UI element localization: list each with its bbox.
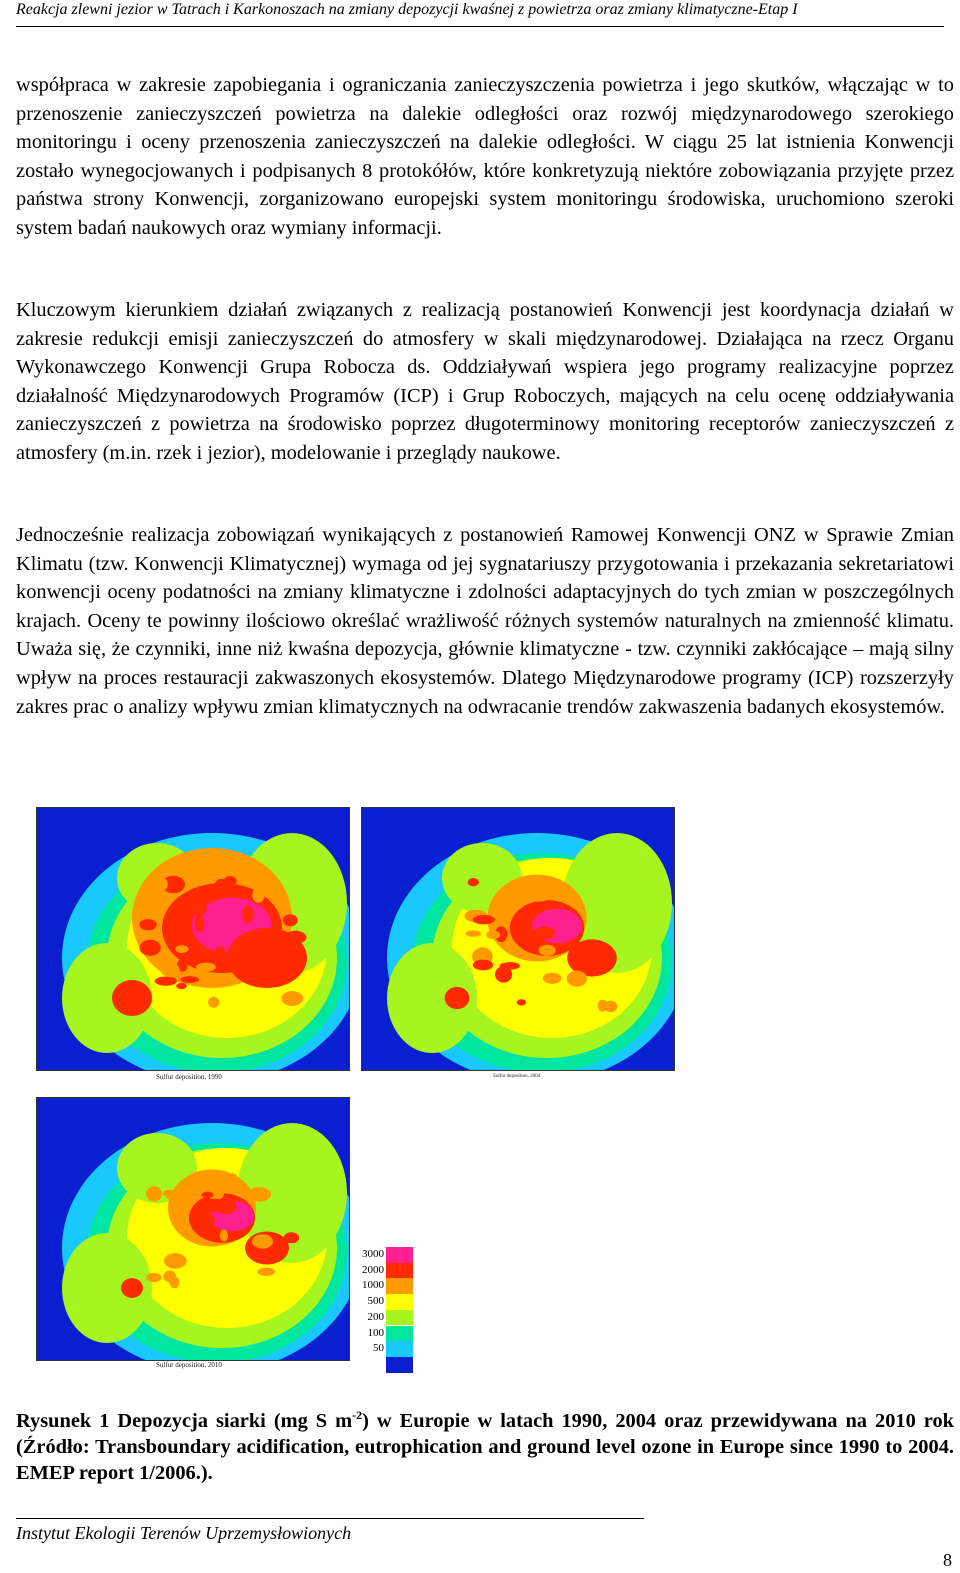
- deposition-spot: [283, 914, 298, 926]
- deposition-spot: [139, 919, 156, 930]
- deposition-spot: [284, 1232, 300, 1243]
- legend-swatch: [386, 1357, 413, 1373]
- deposition-spot: [201, 1192, 213, 1198]
- figure-caption-source: ) w Europie w latach 1990, 2004 oraz przewidywana na 2010 rok (Źródło: Transboundary acidification, eutrophication and ground level ozone in Europe since 1990 to 2004. EMEP report 1/2006.).: [16, 1410, 954, 1484]
- deposition-spot: [265, 932, 280, 941]
- deposition-spot: [285, 931, 307, 944]
- running-header-title: Reakcja zlewni jezior w Tatrach i Karkonoszach na zmiany depozycji kwaśnej z powietrza oraz zmiany klimatyczne-Etap I: [16, 1, 798, 18]
- deposition-spot: [281, 991, 303, 1006]
- deposition-spot: [195, 915, 204, 932]
- deposition-spot: [199, 1212, 215, 1228]
- legend-label: 50: [373, 1342, 384, 1355]
- legend-label: 500: [367, 1295, 384, 1308]
- deposition-hotspot: [121, 1278, 143, 1298]
- legend-swatch: [386, 1341, 413, 1357]
- deposition-spot: [567, 971, 588, 987]
- deposition-spot: [207, 1183, 224, 1200]
- paragraph-2: Kluczowym kierunkiem działań związanych z realizacją postanowień Konwencji jest koordynacja działań w zakresie redukcji emisji zanieczyszczeń do atmosfery w skali międzynarodowej. Działająca na rzecz Organu Wykonawczego Konwencji Grupa Robocza ds. Oddziaływań wspiera jego programy realizacyjne poprzez działalność Międzynarodowych Programów (ICP) i Grup Roboczych, mających na celu ocenę oddziaływania zanieczyszczeń z powietrza na środowisko poprzez długoterminowy monitoring receptorów zanieczyszczeń z atmosfery (m.in. rzek i jezior), modelowanie i przeglądy naukowe.: [16, 299, 954, 464]
- legend-swatch: [386, 1247, 413, 1263]
- legend-swatch: [386, 1294, 413, 1310]
- deposition-spot: [196, 963, 216, 972]
- deposition-spot: [466, 930, 481, 936]
- legend-swatch: [386, 1263, 413, 1279]
- deposition-spot: [532, 928, 550, 942]
- deposition-spot: [473, 915, 495, 924]
- legend-row: [356, 1294, 416, 1310]
- deposition-spot: [256, 959, 266, 968]
- deposition-spot: [204, 1199, 227, 1213]
- deposition-spot: [164, 1253, 187, 1269]
- deposition-spot: [517, 999, 526, 1005]
- legend-swatch: [386, 1278, 413, 1294]
- deposition-spot: [248, 1187, 271, 1202]
- deposition-spot: [258, 1267, 275, 1276]
- deposition-spot: [227, 1173, 238, 1191]
- figure-caption-superscript: -2: [352, 1408, 363, 1423]
- deposition-spot: [216, 946, 226, 955]
- page-number: 8: [943, 1550, 952, 1570]
- paragraph-1: współpraca w zakresie zapobiegania i ograniczania zanieczyszczenia powietrza i jego skutków, włączając w to przenoszenie zanieczyszczeń powietrza na dalekie odległości oraz rozwój międzynarodowego szerokiego monitoringu i oceny przenoszenia zanieczyszczeń na dalekie odległości. W ciągu 25 lat istnienia Konwencji zostało wynegocjowanych i podpisanych 8 protokółów, które konkretyzują niektóre zobowiązania przyjęte przez państwa strony Konwencji, zorganizowano europejski system monitoringu środowiska, uruchomiono szeroki system badań naukowych oraz wymiany informacji.: [16, 74, 954, 239]
- deposition-spot: [140, 940, 161, 956]
- deposition-spot: [527, 892, 550, 901]
- deposition-spot: [146, 1273, 161, 1282]
- deposition-spot: [166, 1193, 175, 1199]
- map-caption-1990: Sulfur deposition, 1990: [156, 1073, 222, 1081]
- deposition-spot: [215, 879, 227, 891]
- map-sulfur-2004: [361, 807, 675, 1071]
- deposition-spot: [220, 1229, 228, 1241]
- running-header: [16, 0, 944, 27]
- legend-row: [356, 1278, 416, 1294]
- map-caption-2010: Sulfur deposition, 2010: [156, 1361, 222, 1369]
- footer-institute: Instytut Ekologii Terenów Uprzemysłowionych: [16, 1523, 352, 1543]
- deposition-spot: [153, 877, 168, 891]
- footer-divider: [16, 1518, 644, 1519]
- legend-label: 200: [367, 1310, 384, 1323]
- deposition-spot: [155, 977, 177, 986]
- legend-swatch: [386, 1310, 413, 1326]
- deposition-spot: [252, 888, 264, 903]
- deposition-spot: [161, 963, 180, 977]
- deposition-spot: [180, 976, 199, 983]
- legend-row: [356, 1357, 416, 1373]
- map-sulfur-2010: [36, 1097, 350, 1361]
- deposition-hotspot: [445, 987, 470, 1009]
- legend-row: [356, 1341, 416, 1357]
- legend-row: [356, 1247, 416, 1263]
- deposition-spot: [176, 983, 187, 989]
- paragraph-3: Jednocześnie realizacja zobowiązań wynikających z postanowień Ramowej Konwencji ONZ w Sprawie Zmian Klimatu (tzw. Konwencji Klimatycznej) wymaga od jej sygnatariuszy przygotowania i przekazania sekretariatowi konwencji oceny podatności na zmiany klimatyczne i zdolności adaptacyjnych do tych zmian w poszczególnych krajach. Oceny te powinny ilościowo określać wrażliwość różnych systemów naturalnych na zmienność klimatu. Uważa się, że czynniki, inne niż kwaśna depozycja, głównie klimatyczne - tzw. czynniki zakłócające – mają silny wpływ na proces restauracji zakwaszonych ekosystemów. Dlatego Międzynarodowe programy (ICP) rozszerzyły zakres prac o analizy wpływu zmian klimatycznych na odwracanie trendów zakwaszenia badanych ekosystemów.: [16, 524, 954, 718]
- map-caption-2004: Sulfur deposition, 2004: [493, 1074, 541, 1079]
- deposition-spot: [604, 1001, 618, 1012]
- legend-swatch: [386, 1326, 413, 1342]
- deposition-spot: [473, 960, 493, 971]
- deposition-spot: [208, 997, 219, 1008]
- deposition-spot: [500, 962, 520, 970]
- legend-row: [356, 1326, 416, 1342]
- deposition-spot: [486, 930, 500, 939]
- legend-label: 2000: [362, 1263, 384, 1276]
- deposition-spot: [252, 1234, 273, 1248]
- deposition-spot: [468, 878, 479, 886]
- figure-caption: [16, 1408, 954, 1486]
- deposition-spot: [146, 1186, 162, 1201]
- deposition-spot: [194, 900, 207, 915]
- legend-label: 100: [367, 1326, 384, 1339]
- deposition-spot: [539, 945, 556, 956]
- legend-row: [356, 1263, 416, 1279]
- map-sulfur-1990: [36, 807, 350, 1071]
- deposition-spot: [543, 973, 562, 984]
- deposition-hotspot: [112, 980, 152, 1016]
- figure-caption-text: Rysunek 1 Depozycja siarki (mg S m: [16, 1410, 353, 1432]
- legend-row: [356, 1310, 416, 1326]
- legend-label: 3000: [362, 1248, 384, 1260]
- deposition-spot: [169, 1276, 179, 1288]
- deposition-legend: [356, 1247, 416, 1357]
- legend-label: 1000: [362, 1279, 384, 1292]
- deposition-spot: [175, 945, 188, 953]
- deposition-spot: [242, 906, 253, 924]
